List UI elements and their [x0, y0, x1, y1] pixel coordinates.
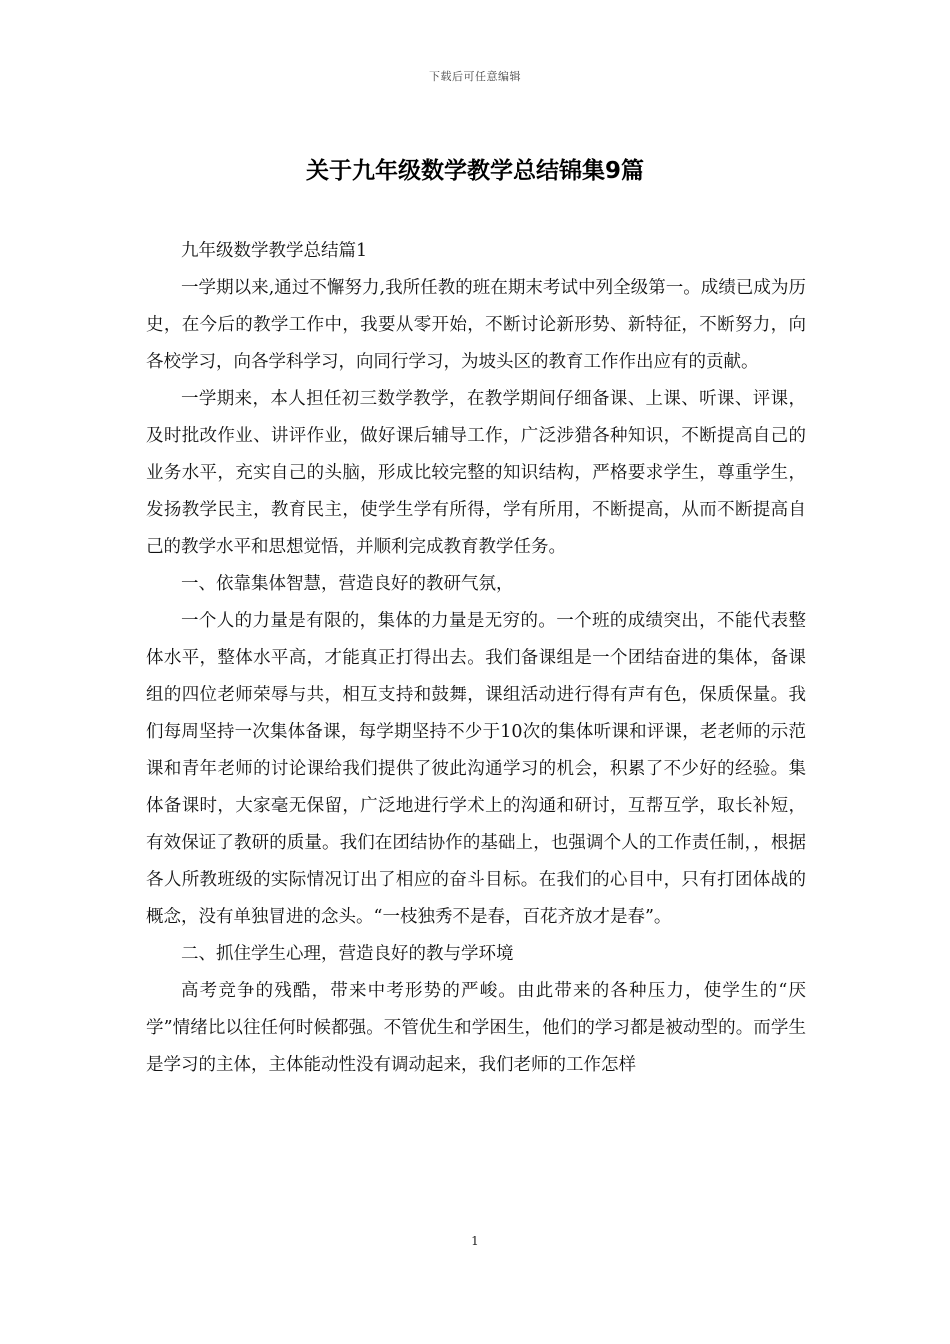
body-paragraph: 一个人的力量是有限的，集体的力量是无穷的。一个班的成绩突出，不能代表整体水平，整体水平高，才能真正打得出去。我们备课组是一个团结奋进的集体，备课组的四位老师荣辱与共，相互支持和鼓舞，课组活动进行得有声有色，保质保量。我们每周坚持一次集体备课，每学期坚持不少于10次的集体听课和评课，老老师的示范课和青年老师的讨论课给我们提供了彼此沟通学习的机会，积累了不少好的经验。集体备课时，大家毫无保留，广泛地进行学术上的沟通和研讨，互帮互学，取长补短，有效保证了教研的质量。我们在团结协作的基础上，也强调个人的工作责任制，，根据各人所教班级的实际情况订出了相应的奋斗目标。在我们的心目中，只有打团体战的概念，没有单独冒进的念头。“一枝独秀不是春，百花齐放才是春”。	[146, 611, 806, 927]
page-header-note: 下载后可任意编辑	[429, 70, 521, 83]
body-paragraph: 一学期以来,通过不懈努力,我所任教的班在期末考试中列全级第一。成绩已成为历史，在今后的教学工作中，我要从零开始，不断讨论新形势、新特征，不断努力，向各校学习，向各学科学习，向同行学习，为坡头区的教育工作作出应有的贡献。	[146, 278, 806, 372]
section-heading: 九年级数学教学总结篇1	[181, 241, 368, 261]
document-title: 关于九年级数学教学总结锦集9篇	[305, 158, 644, 184]
body-paragraph: 一学期来，本人担任初三数学教学，在教学期间仔细备课、上课、听课、评课，及时批改作业、讲评作业，做好课后辅导工作，广泛涉猎各种知识，不断提高自己的业务水平，充实自己的头脑，形成比较完整的知识结构，严格要求学生，尊重学生，发扬教学民主，教育民主，使学生学有所得，学有所用，不断提高，从而不断提高自己的教学水平和思想觉悟，并顺利完成教育教学任务。	[146, 389, 806, 557]
page-number: 1	[471, 1234, 479, 1248]
document-body	[146, 233, 806, 1084]
section-heading: 二、抓住学生心理，营造良好的教与学环境	[181, 944, 514, 964]
body-paragraph: 高考竞争的残酷，带来中考形势的严峻。由此带来的各种压力，使学生的“厌学”情绪比以往任何时候都强。不管优生和学困生，他们的学习都是被动型的。而学生是学习的主体，主体能动性没有调动起来，我们老师的工作怎样	[146, 981, 806, 1075]
section-heading: 一、依靠集体智慧，营造良好的教研气氛，	[181, 574, 514, 594]
